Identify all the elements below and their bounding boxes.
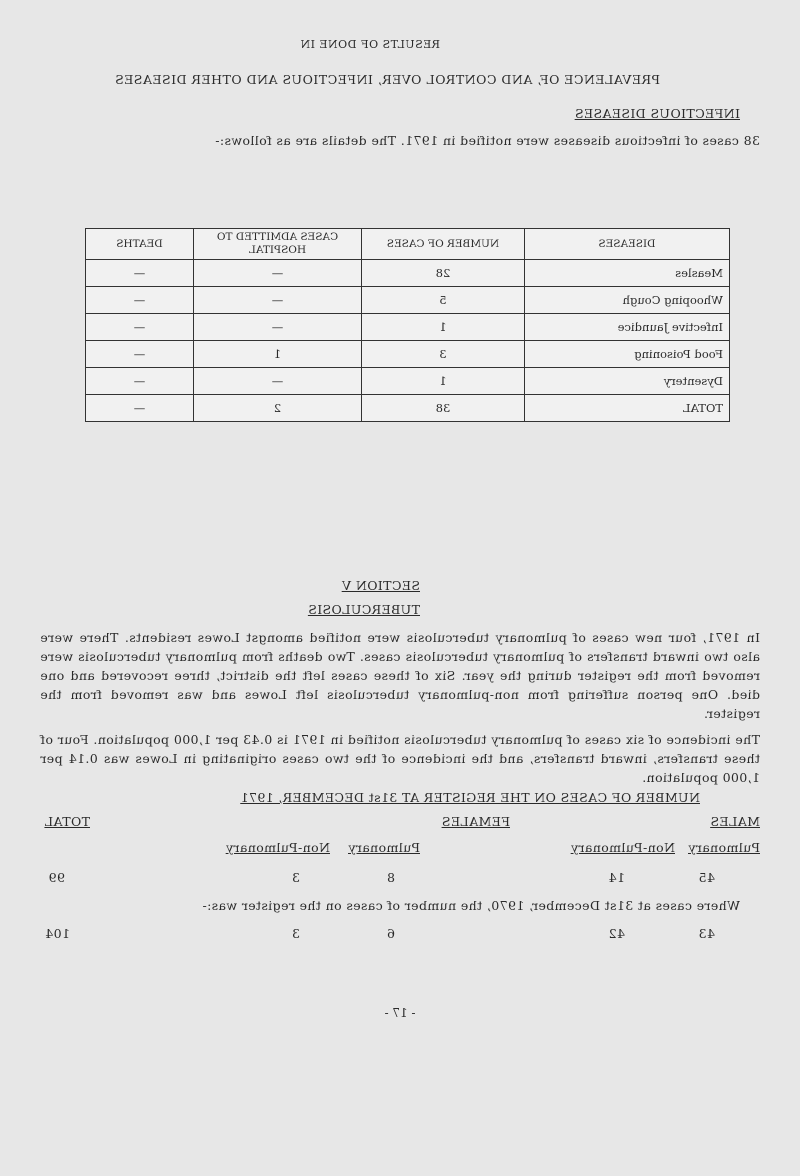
deaths-cell: —: [86, 260, 194, 287]
deaths-cell: —: [86, 314, 194, 341]
table-row: [86, 368, 730, 395]
r1-females-nonpulmonary: 3: [291, 870, 300, 885]
sub-pulmonary-f: Pulmonary: [348, 840, 420, 855]
sub-pulmonary-m: Pulmonary: [688, 840, 760, 855]
cases-cell: 3: [362, 341, 525, 368]
sub-nonpulmonary-f: Non-Pulmonary: [225, 840, 330, 855]
deaths-cell: —: [86, 287, 194, 314]
register-table-title: NUMBER OF CASES ON THE REGISTER AT 31st DECEMBER, 1971: [240, 790, 700, 805]
disease-cell: TOTAL: [525, 395, 730, 422]
r2-total: 104: [44, 926, 70, 941]
section-title: INFECTIOUS DISEASES: [574, 106, 740, 121]
admitted-cell: —: [194, 314, 362, 341]
table-row: [86, 314, 730, 341]
tb-paragraph-1: In 1971, four new cases of pulmonary tuberculosis were notified amongst Lowes residents. There were also two inward transfers of pulmonary tuberculosis cases. Two deaths from pulmonary tuberculosis were removed from the register during the year. Six of these cases left the district, three recovered and one died. One person suffering from non-pulmonary tuberculosis left Lowes and was removed from the register.: [40, 630, 760, 721]
disease-cell: Food Poisoning: [525, 341, 730, 368]
admitted-cell: 1: [194, 341, 362, 368]
table-row: [86, 287, 730, 314]
table-row: [86, 260, 730, 287]
cases-cell: 1: [362, 314, 525, 341]
r2-females-pulmonary: 6: [386, 926, 395, 941]
deaths-cell: —: [86, 395, 194, 422]
r1-total: 99: [48, 870, 65, 885]
cases-cell: 38: [362, 395, 525, 422]
r1-males-pulmonary: 45: [698, 870, 715, 885]
deaths-cell: —: [86, 368, 194, 395]
col-header-diseases: DISEASES: [525, 229, 730, 260]
r1-females-pulmonary: 8: [386, 870, 395, 885]
section-v-heading: SECTION V: [341, 578, 420, 593]
col-header-deaths: DEATHS: [86, 229, 194, 260]
tb-paragraph-2: The incidence of six cases of pulmonary tuberculosis notified in 1971 is 0.43 per 1,000 population. Four of these transfers, inward transfers, and the incidence of the two cases originating in Lowes was 0.14 per 1,000 population.: [40, 732, 760, 785]
admitted-cell: —: [194, 368, 362, 395]
disease-cell: Whooping Cough: [525, 287, 730, 314]
table-header-row: [86, 229, 730, 260]
group-total: TOTAL: [44, 814, 90, 829]
r2-males-nonpulmonary: 42: [608, 926, 625, 941]
r1-males-nonpulmonary: 14: [608, 870, 625, 885]
header-left-label: RESULTS OF DONE IN: [299, 38, 440, 51]
r2-males-pulmonary: 43: [698, 926, 715, 941]
table-row: [86, 341, 730, 368]
col-header-cases: NUMBER OF CASES: [362, 229, 525, 260]
cases-cell: 5: [362, 287, 525, 314]
col-header-admitted: CASES ADMITTED TO HOSPITAL: [194, 229, 362, 260]
cases-cell: 28: [362, 260, 525, 287]
disease-cell: Measles: [525, 260, 730, 287]
admitted-cell: —: [194, 287, 362, 314]
running-title: PREVALENCE OF, AND CONTROL OVER, INFECTIOUS AND OTHER DISEASES: [114, 72, 660, 87]
section-v-subheading: TUBERCULOSIS: [307, 602, 420, 617]
register-mid-text: Where cases at 31st December, 1970, the number of cases on the register was:-: [202, 898, 740, 913]
group-males: MALES: [710, 814, 760, 829]
group-females: FEMALES: [441, 814, 510, 829]
deaths-cell: —: [86, 341, 194, 368]
disease-cell: Infective Jaundice: [525, 314, 730, 341]
r2-females-nonpulmonary: 3: [291, 926, 300, 941]
admitted-cell: 2: [194, 395, 362, 422]
table-total-row: [86, 395, 730, 422]
cases-cell: 1: [362, 368, 525, 395]
sub-nonpulmonary-m: Non-Pulmonary: [570, 840, 675, 855]
admitted-cell: —: [194, 260, 362, 287]
infectious-diseases-table: [85, 228, 730, 422]
intro-text: 38 cases of infectious diseases were notified in 1971. The details are as follows:-: [214, 133, 760, 148]
disease-cell: Dysentery: [525, 368, 730, 395]
page-number: - 17 -: [384, 1006, 416, 1020]
